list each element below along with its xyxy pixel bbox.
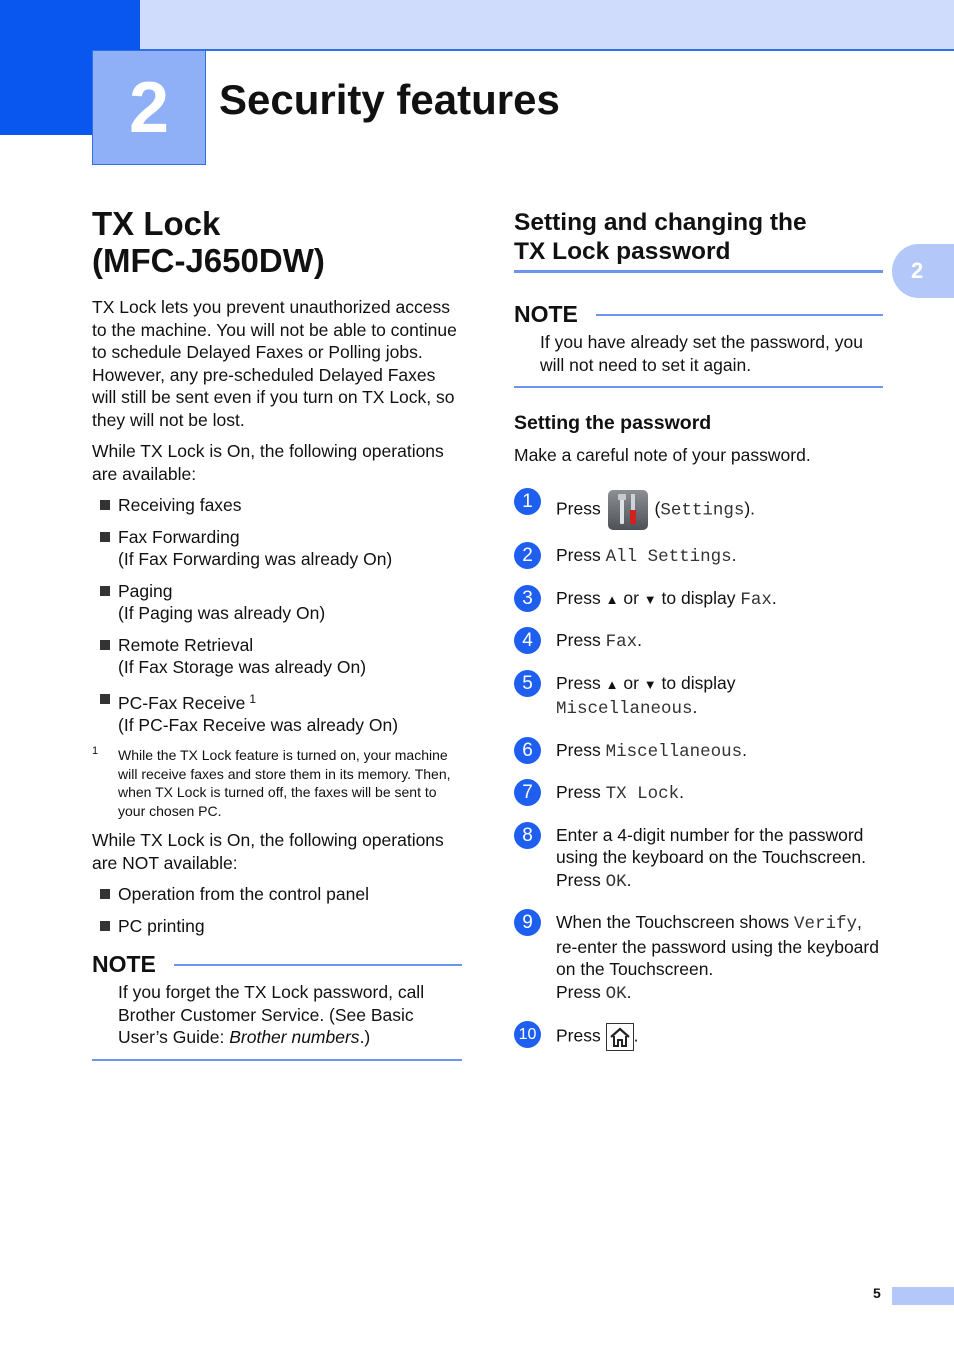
subsection-title: Setting and changing the TX Lock password — [514, 208, 883, 273]
note-box — [92, 951, 462, 1061]
intro-paragraph: TX Lock lets you prevent unauthorized access to the machine. You will not be able to continue to schedule Delayed Faxes or Polling jobs. However, any pre-scheduled Delayed Faxes will still be sent even if you turn on TX Lock, so they will not be lost. — [92, 297, 457, 430]
step-number-icon: 7 — [514, 779, 541, 806]
step-number-icon: 9 — [514, 909, 541, 936]
section-title — [92, 205, 462, 279]
ok-key: OK — [605, 871, 627, 892]
list-item: PC printing — [92, 915, 462, 937]
available-list — [92, 494, 462, 736]
not-available-list — [92, 883, 462, 937]
header-band — [140, 0, 954, 51]
step-number-icon: 8 — [514, 822, 541, 849]
step-10: 10 Press . — [514, 1023, 883, 1051]
right-column — [514, 208, 883, 1069]
step-number-icon: 4 — [514, 627, 541, 654]
step-3: 3 Press ▲ or ▼ to display Fax. — [514, 587, 883, 612]
step-number-icon: 3 — [514, 585, 541, 612]
note-box — [514, 301, 883, 388]
bullet-square-icon — [100, 694, 110, 704]
steps-list — [514, 490, 883, 1051]
list-item: Paging (If Paging was already On) — [92, 580, 462, 624]
settings-key: Settings — [660, 500, 745, 521]
note-text: If you forget the TX Lock password, call Brother Customer Service. (See Basic User’s Guide: Brother numbers.) — [92, 978, 462, 1061]
bullet-square-icon — [100, 500, 110, 510]
available-intro: While TX Lock is On, the following operations are available: — [92, 441, 444, 484]
list-item: PC-Fax Receive $^1$ (If PC-Fax Receive was already On) — [92, 688, 462, 736]
verify-key: Verify — [794, 914, 858, 934]
note-text: If you have already set the password, you will not need to set it again. — [514, 328, 883, 388]
bullet-square-icon — [100, 586, 110, 596]
bullet-square-icon — [100, 921, 110, 931]
up-arrow-icon: ▲ — [605, 676, 619, 692]
footnote-ref[interactable]: 1 — [249, 692, 257, 706]
list-item: Fax Forwarding (If Fax Forwarding was already On) — [92, 526, 462, 570]
ok-key: OK — [605, 983, 627, 1004]
list-item: Operation from the control panel — [92, 883, 462, 905]
list-item: Remote Retrieval (If Fax Storage was already On) — [92, 634, 462, 678]
step-9: 9 When the Touchscreen shows Verify, re-enter the password using the keyboard on the Touchscreen. Press OK. — [514, 911, 883, 1005]
step-number-icon: 2 — [514, 542, 541, 569]
password-intro: Make a careful note of your password. — [514, 445, 811, 465]
step-number-icon: 6 — [514, 737, 541, 764]
step-4: 4 Press Fax. — [514, 629, 883, 654]
setting-password-heading: Setting the password — [514, 412, 712, 434]
down-arrow-icon: ▼ — [643, 591, 657, 607]
home-icon[interactable] — [606, 1023, 634, 1051]
up-arrow-icon: ▲ — [605, 591, 619, 607]
step-2: 2 Press All Settings. — [514, 544, 883, 569]
footnote: 1 While the TX Lock feature is turned on, your machine will receive faxes and store them in its memory. Then, when TX Lock is turned off, the faxes will be sent to your chosen PC. — [92, 746, 462, 820]
page-tab — [892, 1287, 954, 1305]
step-1: 1 Press (Settings). — [514, 490, 883, 530]
step-8: 8 Enter a 4-digit number for the password using the keyboard on the Touchscreen. Press OK. — [514, 824, 883, 894]
note-rule — [174, 964, 462, 966]
misc-key: Miscellaneous — [556, 699, 693, 719]
footnote-number: 1 — [92, 745, 99, 757]
list-item: Receiving faxes — [92, 494, 462, 516]
section-title-line1: TX Lock — [92, 205, 221, 242]
tx-lock-key: TX Lock — [605, 784, 680, 804]
step-5: 5 Press ▲ or ▼ to display Miscellaneous. — [514, 672, 883, 721]
page-number: 5 — [873, 1285, 881, 1301]
section-title-line2: (MFC-J650DW) — [92, 242, 325, 279]
chapter-number: 2 — [92, 50, 206, 165]
step-number-icon: 1 — [514, 488, 541, 515]
fax-key: Fax — [740, 589, 772, 610]
bullet-square-icon — [100, 532, 110, 542]
step-number-icon: 10 — [514, 1021, 541, 1048]
left-column — [92, 205, 462, 1061]
note-label: NOTE — [92, 951, 156, 977]
note-label: NOTE — [514, 301, 578, 327]
note-link-text: Brother numbers — [229, 1027, 360, 1047]
down-arrow-icon: ▼ — [643, 676, 657, 692]
misc-key: Miscellaneous — [605, 741, 743, 762]
note-rule — [596, 314, 883, 316]
step-number-icon: 5 — [514, 670, 541, 697]
fax-key: Fax — [605, 632, 638, 652]
chapter-side-tab: 2 — [892, 244, 954, 298]
all-settings-key: All Settings — [605, 547, 732, 567]
not-available-intro: While TX Lock is On, the following operations are NOT available: — [92, 830, 444, 873]
chapter-title: Security features — [219, 76, 560, 123]
settings-tools-icon[interactable] — [608, 490, 648, 530]
bullet-square-icon — [100, 640, 110, 650]
bullet-square-icon — [100, 889, 110, 899]
step-6: 6 Press Miscellaneous. — [514, 739, 883, 764]
step-7: 7 Press TX Lock. — [514, 781, 883, 806]
